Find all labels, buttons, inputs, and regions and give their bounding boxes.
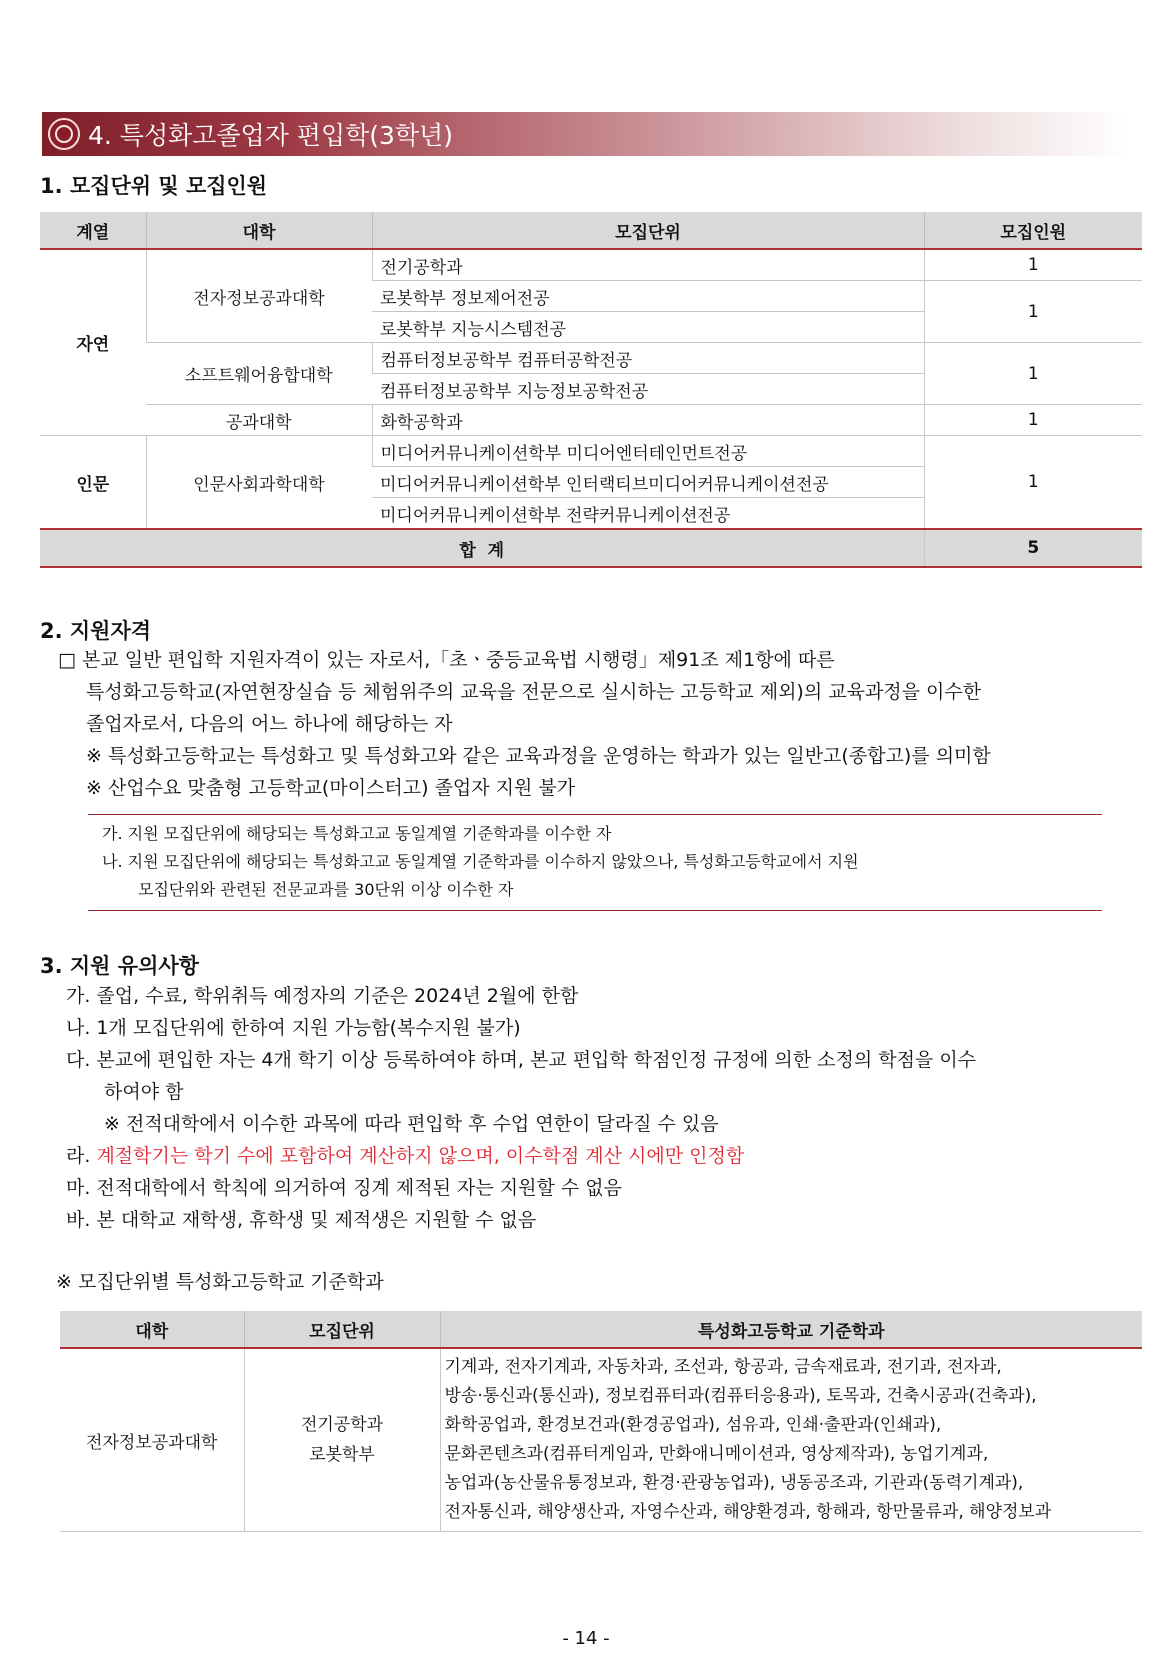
- table-row: [40, 405, 1142, 436]
- table-row: [40, 249, 1142, 281]
- standard-dept-line: 전자통신과, 해양생산과, 자영수산과, 해양환경과, 항해과, 항만물류과, 해양정보과: [444, 1502, 1052, 1522]
- unit-cell: 컴퓨터정보공학부 지능정보공학전공: [372, 374, 924, 405]
- notice-item: 마. 전적대학에서 학칙에 의거하여 징계 제적된 자는 지원할 수 없음: [66, 1177, 622, 1199]
- unit-cell: 화학공학과: [372, 405, 924, 436]
- notice-marker: 라.: [66, 1145, 91, 1167]
- notice-item: 바. 본 대학교 재학생, 휴학생 및 제적생은 지원할 수 없음: [66, 1209, 537, 1231]
- standard-dept-line: 문화콘텐츠과(컴퓨터게임과, 만화애니메이션과, 영상제작과), 농업기계과,: [444, 1444, 989, 1464]
- standard-dept-line: 방송·통신과(통신과), 정보컴퓨터과(컴퓨터응용과), 토목과, 건축시공과(건축과),: [444, 1386, 1037, 1406]
- criteria-item: 가. 지원 모집단위에 해당되는 특성화고교 동일계열 기준학과를 이수한 자: [102, 824, 612, 843]
- notice-item: 가. 졸업, 수료, 학위취득 예정자의 기준은 2024년 2월에 한함: [66, 985, 579, 1007]
- total-label: 합 계: [40, 529, 924, 567]
- table-header-row: [60, 1311, 1142, 1348]
- standard-dept-line: 화학공업과, 환경보건과(환경공업과), 섬유과, 인쇄·출판과(인쇄과),: [444, 1415, 942, 1435]
- eligibility-line: □ 본교 일반 편입학 지원자격이 있는 자로서,「초ㆍ중등교육법 시행령」제91조 제1항에 따른: [58, 649, 835, 671]
- eligibility-line: 졸업자로서, 다음의 어느 하나에 해당하는 자: [86, 713, 453, 735]
- table-row: [60, 1348, 1142, 1532]
- standard-dept-cell: [440, 1348, 1142, 1532]
- unit-name: 전기공학과: [300, 1415, 384, 1435]
- heading-recruitment: 1. 모집단위 및 모집인원: [40, 174, 268, 198]
- unit-cell: 로봇학부 정보제어전공: [372, 281, 924, 312]
- eligibility-note: ※ 산업수요 맞춤형 고등학교(마이스터고) 졸업자 지원 불가: [86, 777, 576, 799]
- quota-cell: 1: [924, 343, 1142, 405]
- notice-highlight: 계절학기는 학기 수에 포함하여 계산하지 않으며, 이수학점 계산 시에만 인정함: [96, 1145, 745, 1167]
- college-cell: 공과대학: [146, 405, 372, 436]
- unit-cell: [244, 1348, 440, 1532]
- quota-cell: 1: [924, 281, 1142, 343]
- header-cell: 대학: [146, 212, 372, 249]
- header-cell: 모집단위: [244, 1311, 440, 1348]
- notice-item-cont: 하여야 함: [104, 1081, 184, 1103]
- section-title: 4. 특성화고졸업자 편입학(3학년): [88, 121, 453, 150]
- eligibility-line: 특성화고등학교(자연현장실습 등 체험위주의 교육을 전문으로 실시하는 고등학교 제외)의 교육과정을 이수한: [86, 681, 982, 703]
- unit-cell: 미디어커뮤니케이션학부 미디어엔터테인먼트전공: [372, 436, 924, 467]
- notice-item: 다. 본교에 편입한 자는 4개 학기 이상 등록하여야 하며, 본교 편입학 학점인정 규정에 의한 소정의 학점을 이수: [66, 1049, 977, 1071]
- college-cell: 전자정보공과대학: [146, 249, 372, 343]
- group-cell: 자연: [40, 249, 146, 436]
- header-cell: 특성화고등학교 기준학과: [440, 1311, 1142, 1348]
- unit-cell: 미디어커뮤니케이션학부 전략커뮤니케이션전공: [372, 498, 924, 530]
- page-number: - 14 -: [562, 1628, 610, 1649]
- criteria-item: 모집단위와 관련된 전문교과를 30단위 이상 이수한 자: [138, 880, 514, 899]
- quota-cell: 1: [924, 249, 1142, 281]
- quota-cell: 1: [924, 436, 1142, 530]
- college-cell: 소프트웨어융합대학: [146, 343, 372, 405]
- criteria-item: 나. 지원 모집단위에 해당되는 특성화고교 동일계열 기준학과를 이수하지 않았으나, 특성화고등학교에서 지원: [102, 852, 859, 871]
- standard-dept-line: 기계과, 전자기계과, 자동차과, 조선과, 항공과, 금속재료과, 전기과, 전자과,: [444, 1357, 1002, 1377]
- college-cell: 인문사회과학대학: [146, 436, 372, 530]
- table-row: [40, 343, 1142, 374]
- unit-cell: 로봇학부 지능시스템전공: [372, 312, 924, 343]
- header-cell: 모집단위: [372, 212, 924, 249]
- eligibility-criteria-box: [88, 814, 1102, 911]
- notice-item: [66, 1140, 744, 1172]
- notice-item: 나. 1개 모집단위에 한하여 지원 가능함(복수지원 불가): [66, 1017, 521, 1039]
- recruitment-table: [40, 212, 1142, 568]
- standard-dept-line: 농업과(농산물유통정보과, 환경·관광농업과), 냉동공조과, 기관과(동력기계과),: [444, 1473, 1024, 1493]
- quota-cell: 1: [924, 405, 1142, 436]
- unit-cell: 전기공학과: [372, 249, 924, 281]
- eligibility-note: ※ 특성화고등학교는 특성화고 및 특성화고와 같은 교육과정을 운영하는 학과가 있는 일반고(종합고)를 의미함: [86, 745, 991, 767]
- total-row: [40, 529, 1142, 567]
- header-cell: 대학: [60, 1311, 244, 1348]
- unit-name: 로봇학부: [309, 1445, 375, 1465]
- notice-sub-note: ※ 전적대학에서 이수한 과목에 따라 편입학 후 수업 연한이 달라질 수 있음: [104, 1113, 719, 1135]
- heading-notes: 3. 지원 유의사항: [40, 954, 199, 978]
- standard-dept-note: ※ 모집단위별 특성화고등학교 기준학과: [56, 1271, 384, 1293]
- standard-department-table: [60, 1311, 1142, 1532]
- table-header-row: [40, 212, 1142, 249]
- unit-cell: 컴퓨터정보공학부 컴퓨터공학전공: [372, 343, 924, 374]
- unit-cell: 미디어커뮤니케이션학부 인터랙티브미디어커뮤니케이션전공: [372, 467, 924, 498]
- header-cell: 계열: [40, 212, 146, 249]
- university-emblem-icon: [48, 118, 80, 150]
- heading-eligibility: 2. 지원자격: [40, 619, 152, 643]
- header-cell: 모집인원: [924, 212, 1142, 249]
- section-banner: [42, 112, 1132, 156]
- college-cell: 전자정보공과대학: [60, 1348, 244, 1532]
- group-cell: 인문: [40, 436, 146, 530]
- total-value: 5: [924, 529, 1142, 567]
- table-row: [40, 436, 1142, 467]
